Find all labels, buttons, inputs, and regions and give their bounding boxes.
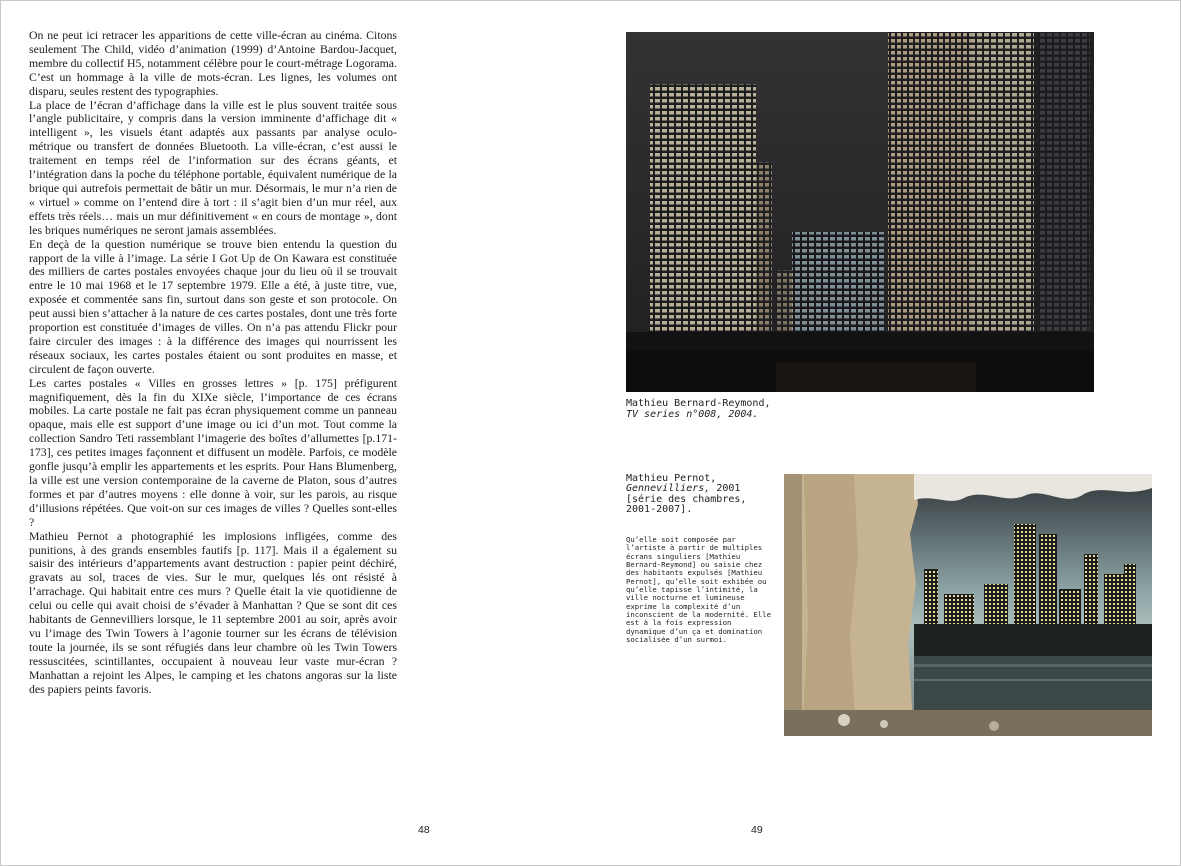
paragraph-3: En deçà de la question numérique se trouve bien entendu la question du rapport de la ville à l’image. La série I Got Up de On Kawara est constituée des milliers de cartes postales envoyées chaque jour du lieu où il se trouvait entre le 10 mai 1968 et le 17 septembre 1979. Elle a été, à juste titre, vue, exposée et commentée sans fin, surtout dans son geste et son protocole. On peut aussi bien s’attacher à la nature de ces cartes postales, dont une très forte proportion est constituée d’images de villes. On n’a pas attendu Flickr pour faire circuler des images : à la différence des images qui nourrissent les réseaux sociaux, les cartes postales étaient ou sont produites en masse, et circulent de façon ouverte. (29, 236, 397, 376)
page-number-left: 48 (418, 824, 430, 836)
tv-series-image (626, 32, 1094, 392)
photo-gennevilliers (784, 474, 1152, 736)
paragraph-5: Mathieu Pernot a photographié les implosions infligées, comme des punitions, à des grands ensembles fautifs [p. 117]. Mais il a également su saisir des intérieurs d’appartements avant destruction : papier peint déchiré, gravats au sol, traces de vies. Sur le mur, quelques lés ont résisté à l’arrachage. Qui habitait entre ces murs ? Quelle était la vie quotidienne de celui ou celle qui avait choisi de s’évader à Manhattan ? Que se sont dit ces habitants de Gennevilliers lorsque, le 11 septembre 2001 au soir, après avoir vu l’image des Twin Towers à l’agonie tourner sur les écrans de télévision toute la journée, ils se sont réfugiés dans leur chambre où les Twin Towers ressuscitées, scintillantes, occupaient à nouveau leur vaste mur-écran ? Manhattan a rejoint les Alpes, le camping et les chatons angoras sur la liste des papiers peints favoris. (29, 528, 397, 696)
caption-2-title: Gennevilliers, (626, 483, 711, 495)
caption-2-artist: Mathieu Pernot, (626, 473, 717, 484)
photo-tv-series (626, 32, 1094, 392)
paragraph-1: On ne peut ici retracer les apparitions de cette ville-écran au cinéma. Citons seulement The Child, vidéo d’animation (1999) d’Antoine Bardou-Jacquet, membre du collectif H5, notamment célèbre pour le court-métrage Logorama. C’est un hommage à la ville de mots-écran. Les lignes, les volumes ont disparu, seules restent des typographies. (29, 28, 397, 98)
caption-gennevilliers (626, 474, 774, 516)
body-text (29, 29, 397, 697)
caption-1-artist: Mathieu Bernard-Reymond, (626, 398, 771, 409)
paragraph-2: La place de l’écran d’affichage dans la ville est le plus souvent traitée sous l’angle publicitaire, y compris dans la version imminente d’affichage dit « intelligent », les visuels étant adaptés aux passants par analyse oculo-métrique ou transfert de données Bluetooth. La ville-écran, c’est aussi le traitement en temps réel de l’information sur des écrans géants, et l’intégration dans la poche du téléphone portable, équivalent numérique de la brique qui autrefois permettait de bâtir un mur. Désormais, le mur n’a rien de « virtuel » comme on l’entend dire à tort : il s’agit bien d’un mur réel, aux effets très réels… mais un mur définitivement « en cours de montage », dont les briques numériques ne seront jamais assemblées. (29, 97, 397, 237)
page-number-right: 49 (751, 824, 763, 836)
caption-tv-series (626, 399, 886, 421)
gennevilliers-image (784, 474, 1152, 736)
caption-2-year: 2001 (710, 483, 741, 495)
caption-1-title: TV series n°008, 2004. (626, 408, 759, 420)
paragraph-4: Les cartes postales « Villes en grosses lettres » [p. 175] préfigurent magnifiquement, dès la fin du XIXe siècle, l’importance de ces écrans mobiles. La carte postale ne fait pas écran physiquement comme un panneau opaque, mais elle est support d’une image ou ici d’un mot. Tout comme la collection Sandro Teti rassemblant l’imagerie des boîtes d’allumettes [p.171-173], ces petites images façonnent et diffusent un modèle. Parfois, ce modèle gonfle jusqu’à emplir les appartements et les esprits. Pour Hans Blumenberg, la ville est une version contemporaine de la caverne de Platon, sous d’autres formes et par d’autres moyens : elle donne à voir, sur les parois, au risque d’illusions répétées. Que voit-on sur ces images de villes ? Quelles sont-elles ? (29, 375, 397, 529)
caption-2-series-2: 2001-2007]. (626, 504, 693, 516)
caption-note: Qu’elle soit composée par l’artiste à partir de multiples écrans singuliers [Mathieu Bernard-Reymond] ou saisie chez des habitants expulsés [Mathieu Pernot], qu’elle soit exhibée ou qu’elle tapisse l’intimité, la ville nocturne et lumineuse exprime la complexité d’un inconscient de la modernité. Elle est à la fois expression dynamique d’un ça et domination socialisée d’un surmoi. (626, 535, 771, 645)
caption-2-series-1: [série des chambres, (626, 493, 747, 505)
